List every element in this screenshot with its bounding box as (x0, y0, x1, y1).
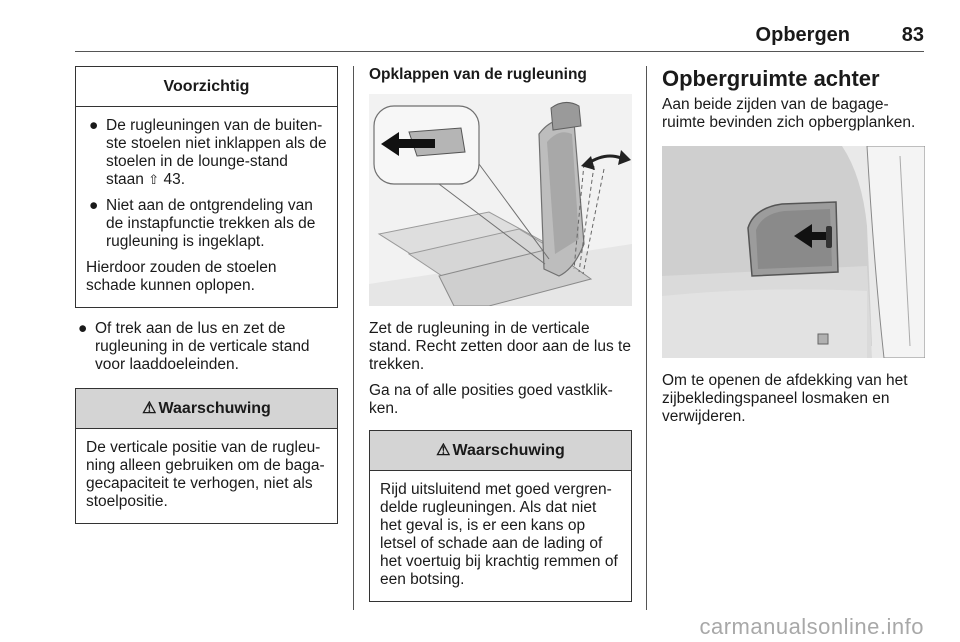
instruction-bullet: ● Of trek aan de lus en zet de rugleuning in de verticale stand voor laaddoeleinden. (78, 320, 310, 373)
column-divider (646, 66, 647, 610)
column-3 (662, 66, 925, 434)
warning-text: Rijd uitsluitend met goed vergren-delde rugleuningen. Als dat niet het geval is, is er een kans op letsel of schade aan de lading of het voertuig bij krachtig remmen of een botsing. (380, 481, 618, 588)
warning-box (75, 388, 338, 524)
warning-triangle-icon: ⚠ (142, 399, 157, 417)
paragraph: Zet de rugleuning in de verticale stand. Recht zetten door aan de lus te trekken. (369, 320, 631, 373)
paragraph: Om te openen de afdekking van het zijbekledingspaneel losmaken en verwijderen. (662, 372, 908, 425)
rear-storage-illustration (662, 146, 925, 358)
caution-box (75, 66, 338, 308)
bullet-dot-icon: ● (89, 117, 99, 134)
watermark: carmanualsonline.info (699, 614, 924, 639)
column-2 (369, 66, 632, 602)
paragraph: Aan beide zijden van de bagage-ruimte bevinden zich opbergplanken. (662, 96, 916, 131)
column-divider (353, 66, 354, 610)
caution-note: Hierdoor zouden de stoelen schade kunnen oplopen. (86, 259, 277, 294)
page-header (75, 26, 924, 52)
warning-title: Waarschuwing (452, 441, 565, 459)
caution-bullet: ● De rugleuningen van de buiten-ste stoelen niet inklappen als de stoelen in de lounge-stand staan ⇧ 43. (89, 117, 327, 188)
paragraph: Ga na of alle posities goed vastklik-ken. (369, 382, 613, 417)
section-heading: Opklappen van de rugleuning (369, 66, 587, 83)
caution-bullet: ● Niet aan de ontgrendeling van de instapfunctie trekken als de rugleuning is ingeklapt. (89, 197, 316, 250)
section-heading: Opbergruimte achter (662, 66, 880, 91)
warning-box (369, 430, 632, 602)
bullet-dot-icon: ● (78, 320, 88, 337)
bullet-dot-icon: ● (89, 197, 99, 214)
warning-text: De verticale positie van de rugleu-ning alleen gebruiken om de baga-gecapaciteit te verhogen, niet als stoelpositie. (86, 439, 325, 510)
seat-backrest-illustration (369, 94, 632, 306)
caution-title: Voorzichtig (76, 67, 337, 107)
warning-triangle-icon: ⚠ (436, 441, 451, 459)
warning-header (76, 389, 337, 429)
warning-title: Waarschuwing (158, 399, 271, 417)
section-title: Opbergen (755, 24, 850, 46)
warning-header (370, 431, 631, 471)
column-1 (75, 66, 338, 524)
page-reference[interactable]: 43. (163, 171, 186, 188)
page-reference-arrow-icon: ⇧ (148, 172, 160, 187)
page-number: 83 (901, 24, 924, 46)
